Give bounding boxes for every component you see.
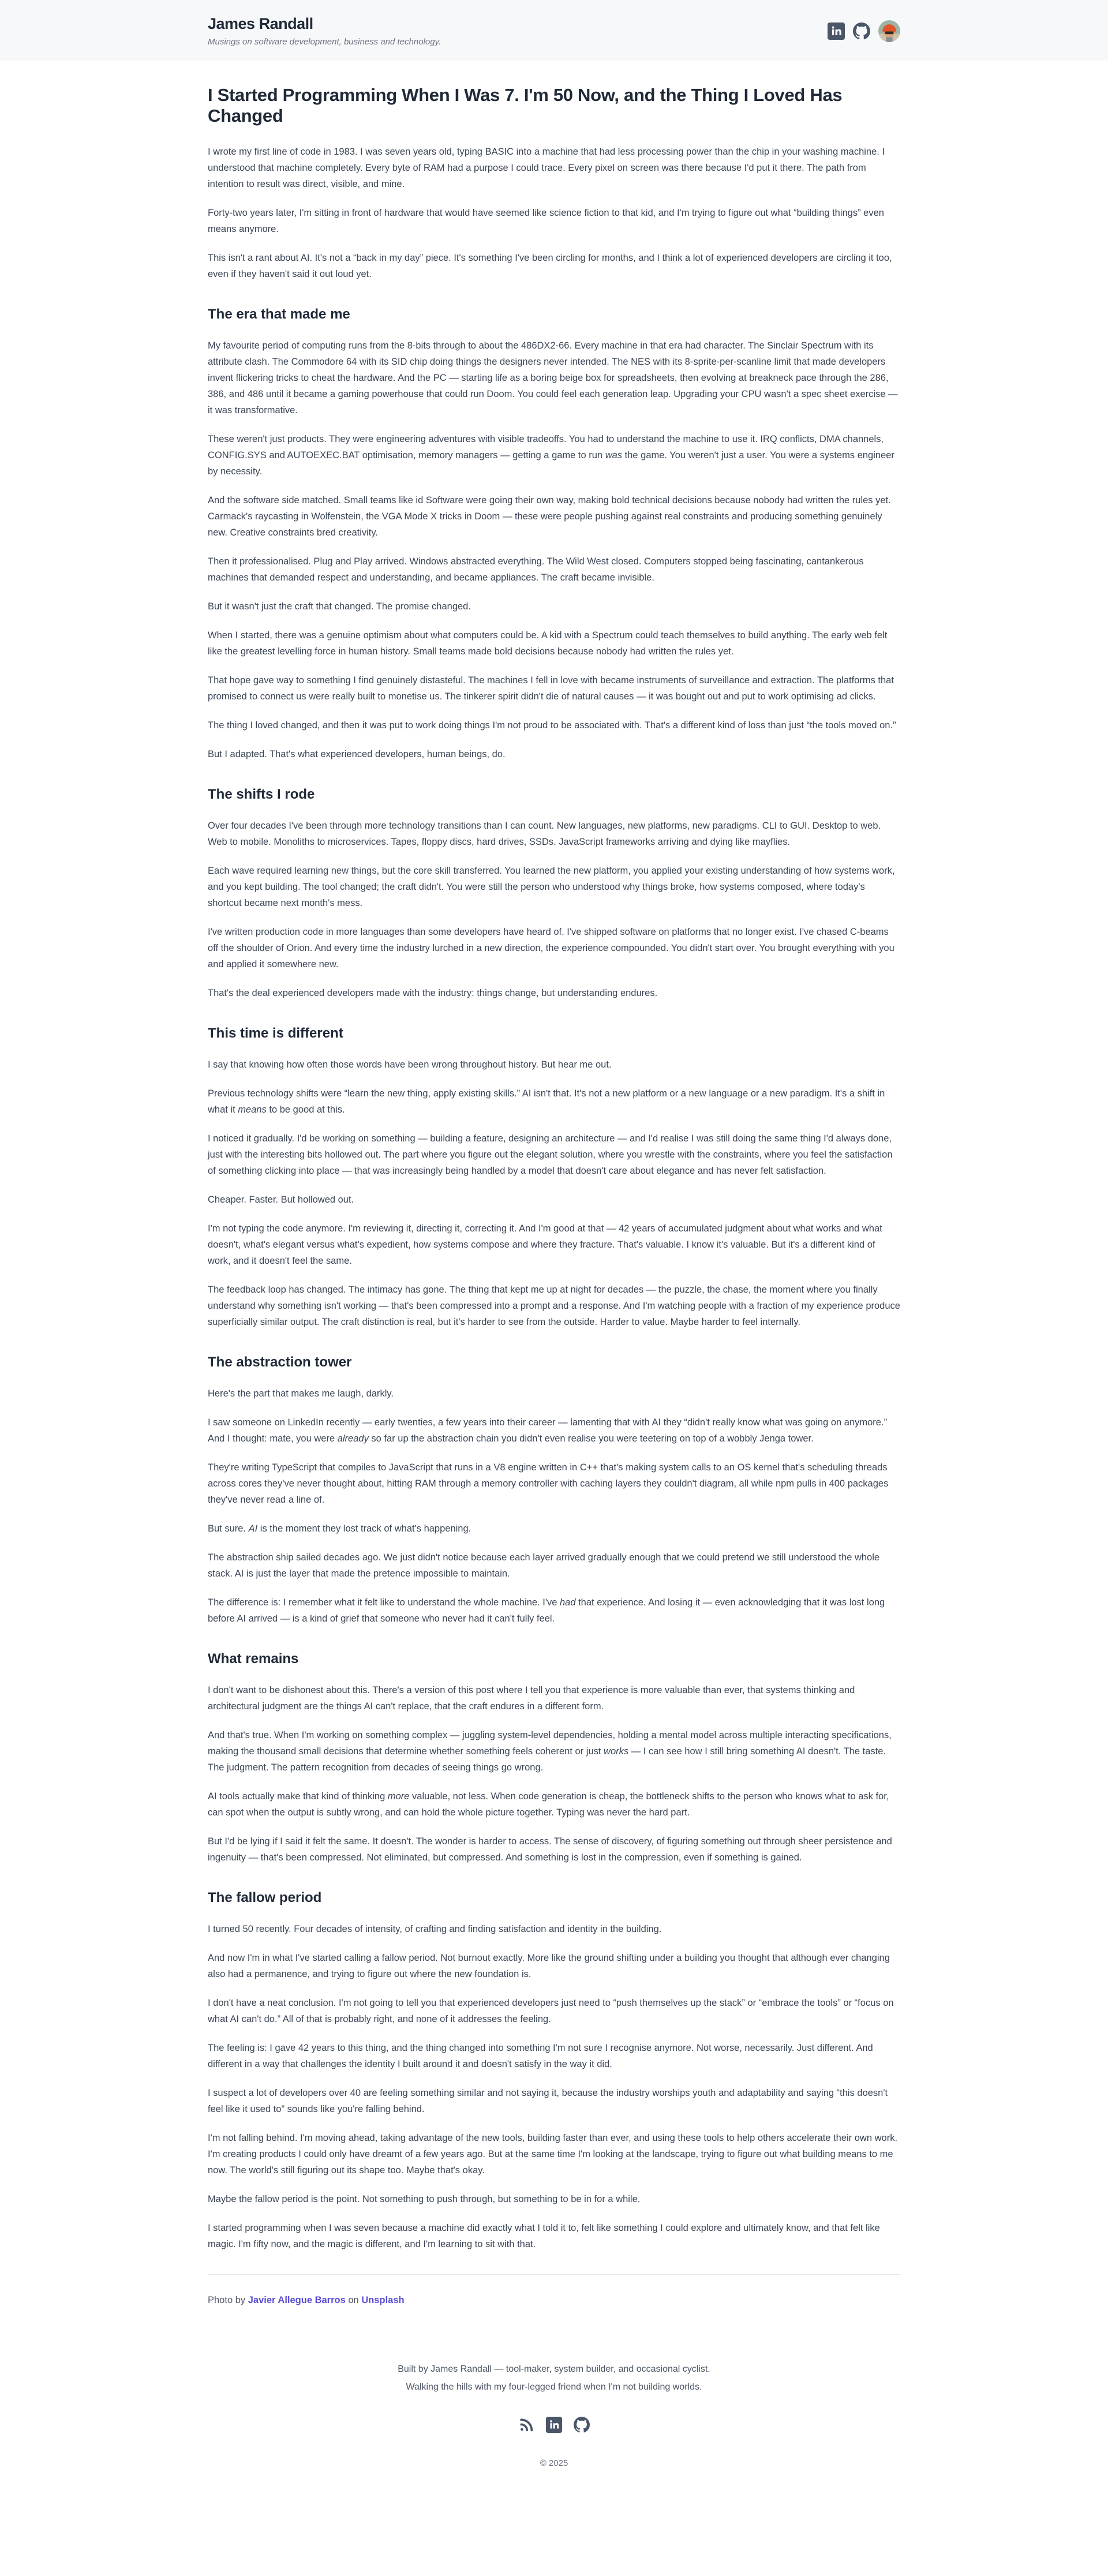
divider <box>208 2274 900 2275</box>
article-paragraph: The feeling is: I gave 42 years to this thing, and the thing changed into something I'm not sure I recognise anymore. Not worse, necessarily. Just different. And different in a way that challenges the identity I built around it and doesn't satisfy in the way it did. <box>208 2043 873 2069</box>
photo-credit-prefix: Photo by <box>208 2295 248 2305</box>
article-paragraph: These weren't just products. They were engineering adventures with visible tradeoffs. You had to understand the machine to use it. IRQ conflicts, DMA channels, CONFIG.SYS and AUTOEXEC.BAT optimisation, memory managers — getting a game to run was the game. You weren't just a user. You were a systems engineer by necessity. <box>208 434 894 477</box>
avatar-photo <box>878 20 900 42</box>
article-paragraph: They're writing TypeScript that compiles to JavaScript that runs in a V8 engine written in C++ that's making system calls to an OS kernel that's scheduling threads across cores they've never thought about, hitting RAM through a memory controller with caching layers they couldn't diagram, all while npm pulls in 400 packages they've never read a line of. <box>208 1462 889 1505</box>
article-paragraph: Maybe the fallow period is the point. Not something to push through, but something to be in for a while. <box>208 2194 641 2204</box>
article-paragraph: And now I'm in what I've started calling a fallow period. Not burnout exactly. More like the ground shifting under a building you thought that although ever changing also had a permanence, and trying to figure out where the new foundation is. <box>208 1953 890 1979</box>
article-paragraph: But I adapted. That's what experienced developers, human beings, do. <box>208 749 506 759</box>
article-paragraph: The thing I loved changed, and then it was put to work doing things I'm not proud to be associated with. That's a different kind of loss than just “the tools moved on.” <box>208 720 896 731</box>
article-paragraph: I saw someone on LinkedIn recently — early twenties, a few years into their career — lamenting that with AI they “didn't really know what was going on anymore.” And I thought: mate, you were already so far up the abstraction chain you didn't even realise you were teetering on top of a wobbly Jenga tower. <box>208 1417 888 1444</box>
article-paragraph: I don't want to be dishonest about this. There's a version of this post where I tell you that experience is more valuable than ever, that systems thinking and architectural judgment are the things AI can't replace, that the craft endures in a different form. <box>208 1685 855 1712</box>
photographer-link[interactable]: Javier Allegue Barros <box>248 2295 346 2305</box>
article <box>208 85 900 2308</box>
article-paragraph: Over four decades I've been through more technology transitions than I can count. New languages, new platforms, new paradigms. CLI to GUI. Desktop to web. Web to mobile. Monoliths to microservices. Tapes, floppy discs, hard drives, SSDs. JavaScript frameworks arriving and dying like mayflies. <box>208 821 881 847</box>
section-heading: What remains <box>208 1651 299 1667</box>
article-paragraph: I wrote my first line of code in 1983. I was seven years old, typing BASIC into a machine that had less processing power than the chip in your washing machine. I understood that machine completely. Every byte of RAM had a purpose I could trace. Every pixel on screen was there because I'd put it there. The path from intention to result was direct, visible, and mine. <box>208 147 885 189</box>
article-paragraph: This isn't a rant about AI. It's not a “back in my day” piece. It's something I've been circling for months, and I think a lot of experienced developers are circling it too, even if they haven't said it out loud yet. <box>208 253 892 279</box>
article-paragraph: The abstraction ship sailed decades ago. We just didn't notice because each layer arrived gradually enough that we could pretend we still understood the whole stack. AI is just the layer that made the pretence impossible to maintain. <box>208 1552 880 1579</box>
section-heading: The abstraction tower <box>208 1354 352 1370</box>
footer-byline-1: Built by James Randall — tool-maker, system builder, and occasional cyclist. <box>398 2364 710 2374</box>
article-paragraph: I don't have a neat conclusion. I'm not going to tell you that experienced developers just need to “push themselves up the stack” or “embrace the tools” or “focus on what AI can't do.” All of that is probably right, and none of it addresses the feeling. <box>208 1998 894 2024</box>
section-heading: The era that made me <box>208 306 350 322</box>
article-paragraph: My favourite period of computing runs from the 8-bits through to about the 486DX2-66. Every machine in that era had character. The Sinclair Spectrum with its attribute clash. The Commodore 64 with its SID chip doing things the designers never intended. The NES with its 8-sprite-per-scanline limit that made developers invent flickering tricks to cheat the hardware. And the PC — starting life as a boring beige box for spreadsheets, then evolving at breakneck pace through the 286, 386, and 486 until it became a gaming powerhouse that could run Doom. You could feel each generation leap. Upgrading your CPU wasn't a spec sheet exercise — it was transformative. <box>208 340 898 415</box>
article-paragraph: Then it professionalised. Plug and Play arrived. Windows abstracted everything. The Wild West closed. Computers stopped being fascinating, cantankerous machines that demanded respect and understanding, and became appliances. The craft became invisible. <box>208 556 864 583</box>
article-paragraph: I say that knowing how often those words have been wrong throughout history. But hear me out. <box>208 1059 612 1070</box>
article-paragraph: I noticed it gradually. I'd be working on something — building a feature, designing an architecture — and I'd realise I was still doing the same thing I'd always done, just with the interesting bits hollowed out. The part where you figure out the elegant solution, where you wrestle with the constraints, where you feel the satisfaction of something clicking into place — that was increasingly being handled by a model that doesn't care about elegance and has never felt satisfaction. <box>208 1133 893 1176</box>
article-paragraph: That hope gave way to something I find genuinely distasteful. The machines I fell in love with became instruments of surveillance and extraction. The platforms that promised to connect us were really built to monetise us. The tinkerer spirit didn't die of natural causes — it was bought out and put to work optimising ad clicks. <box>208 675 894 702</box>
article-paragraph: Forty-two years later, I'm sitting in front of hardware that would have seemed like science fiction to that kid, and I'm trying to figure out what “building things” even means anymore. <box>208 208 884 234</box>
article-paragraph: Each wave required learning new things, but the core skill transferred. You learned the new platform, you applied your existing understanding of how systems work, and you kept building. The tool changed; the craft didn't. You were still the person who understood why things broke, how systems composed, where today's shortcut became next month's mess. <box>208 866 895 908</box>
site-header <box>0 0 1108 61</box>
article-paragraph: AI tools actually make that kind of thinking more valuable, not less. When code generation is cheap, the bottleneck shifts to the person who knows what to ask for, can spot when the output is subtly wrong, and can hold the whole picture together. Typing was never the hard part. <box>208 1791 889 1818</box>
footer-social-icons <box>0 2417 1108 2433</box>
section-heading: This time is different <box>208 1025 343 1041</box>
photo-credit <box>208 2292 900 2308</box>
linkedin-icon[interactable] <box>546 2417 562 2433</box>
site-footer <box>0 2361 1108 2576</box>
article-paragraph: I turned 50 recently. Four decades of intensity, of crafting and finding satisfaction and identity in the building. <box>208 1924 662 1934</box>
header-social-icons <box>828 20 900 42</box>
article-paragraph: But sure. AI is the moment they lost track of what's happening. <box>208 1523 471 1534</box>
site-title[interactable]: James Randall <box>208 15 313 32</box>
article-paragraph: I'm not typing the code anymore. I'm reviewing it, directing it, correcting it. And I'm good at that — 42 years of accumulated judgment about what works and what doesn't, what's elegant versus what's expedient, how systems compose and where they fracture. That's valuable. I know it's valuable. But it's a different kind of work, and it doesn't feel the same. <box>208 1223 882 1266</box>
article-paragraph: But it wasn't just the craft that changed. The promise changed. <box>208 601 471 612</box>
github-icon[interactable] <box>853 23 870 40</box>
unsplash-link[interactable]: Unsplash <box>361 2295 405 2305</box>
site-tagline: Musings on software development, business and technology. <box>208 37 441 47</box>
article-paragraph: The feedback loop has changed. The intimacy has gone. The thing that kept me up at night for decades — the puzzle, the chase, the moment where you finally understand why something isn't working — that's been compressed into a prompt and a response. And I'm watching people with a fraction of my experience produce superficially similar output. The craft distinction is real, but it's harder to see from the outside. Harder to value. Maybe harder to feel internally. <box>208 1285 900 1327</box>
article-paragraph: Previous technology shifts were “learn the new thing, apply existing skills.” AI isn't that. It's not a new platform or a new language or a new paradigm. It's a shift in what it means to be good at this. <box>208 1088 885 1115</box>
copyright: © 2025 <box>540 2458 568 2468</box>
github-icon[interactable] <box>574 2417 590 2433</box>
article-body <box>208 144 900 2252</box>
photo-credit-middle: on <box>345 2295 362 2305</box>
section-heading: The shifts I rode <box>208 787 315 802</box>
article-paragraph: I suspect a lot of developers over 40 are feeling something similar and not saying it, because the industry worships youth and adaptability and saying “this doesn't feel like it used to” sounds like you're falling behind. <box>208 2088 888 2114</box>
article-paragraph: I've written production code in more languages than some developers have heard of. I've shipped software on platforms that no longer exist. I've chased C-beams off the shoulder of Orion. And every time the industry lurched in a new direction, the experience compounded. You didn't start over. You brought everything with you and applied it somewhere new. <box>208 927 894 969</box>
footer-byline-2: Walking the hills with my four-legged friend when I'm not building worlds. <box>406 2382 702 2392</box>
article-paragraph: And that's true. When I'm working on something complex — juggling system-level dependencies, holding a mental model across multiple interacting specifications, making the thousand small decisions that determine whether something feels coherent or just works — I can see how I still bring something AI doesn't. The taste. The judgment. The pattern recognition from decades of seeing things go wrong. <box>208 1730 892 1773</box>
article-paragraph: But I'd be lying if I said it felt the same. It doesn't. The wonder is harder to access. The sense of discovery, of figuring something out through sheer persistence and ingenuity — that's been compressed. Not eliminated, but compressed. And something is lost in the compression, even if something is gained. <box>208 1836 892 1863</box>
section-heading: The fallow period <box>208 1890 322 1905</box>
article-title: I Started Programming When I Was 7. I'm 50 Now, and the Thing I Loved Has Changed <box>208 85 843 126</box>
article-paragraph: The difference is: I remember what it felt like to understand the whole machine. I've had that experience. And losing it — even acknowledging that it was lost long before AI arrived — is a kind of grief that someone who never had it can't fully feel. <box>208 1597 885 1624</box>
linkedin-icon[interactable] <box>828 23 845 40</box>
article-paragraph: I'm not falling behind. I'm moving ahead, taking advantage of the new tools, building faster than ever, and using these tools to help others accelerate their own work. I'm creating products I could only have dreamt of a few years ago. But at the same time I'm looking at the landscape, trying to figure out what building means to me now. The world's still figuring out its shape too. Maybe that's okay. <box>208 2133 898 2176</box>
article-paragraph: Here's the part that makes me laugh, darkly. <box>208 1388 394 1399</box>
article-paragraph: I started programming when I was seven because a machine did exactly what I told it to, felt like something I could explore and ultimately know, and that felt like magic. I'm fifty now, and the magic is different, and I'm learning to sit with that. <box>208 2223 880 2249</box>
article-paragraph: And the software side matched. Small teams like id Software were going their own way, making bold technical decisions because nobody had written the rules yet. Carmack's raycasting in Wolfenstein, the VGA Mode X tricks in Doom — these were people pushing against real constraints and producing something genuinely new. Creative constraints bred creativity. <box>208 495 891 538</box>
article-paragraph: That's the deal experienced developers made with the industry: things change, but understanding endures. <box>208 988 658 998</box>
site-identity <box>208 15 441 47</box>
article-paragraph: Cheaper. Faster. But hollowed out. <box>208 1195 354 1205</box>
rss-icon[interactable] <box>518 2417 534 2433</box>
article-paragraph: When I started, there was a genuine optimism about what computers could be. A kid with a Spectrum could teach themselves to build anything. The early web felt like the greatest levelling force in human history. Small teams made bold decisions because nobody had written the rules yet. <box>208 630 888 657</box>
